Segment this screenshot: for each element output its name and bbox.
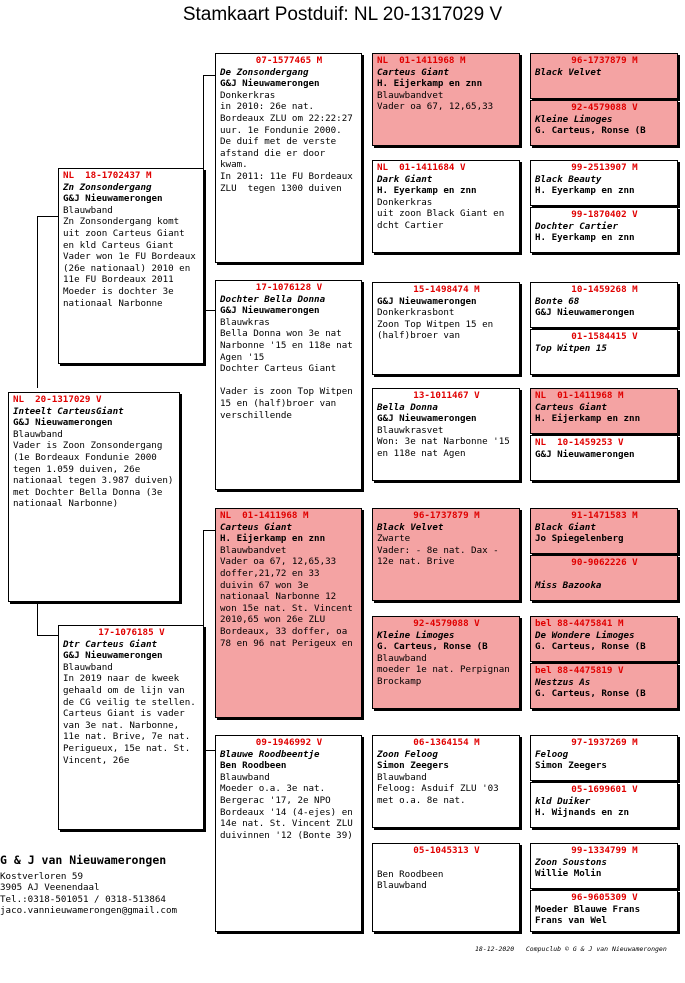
ring-number: 13-1011467 V	[413, 390, 480, 401]
notes: Blauwbandvet Vader oa 67, 12,65,33 doffer,21,72 en 33 duivin 67 won 3e nationaal Narbonne 12 won 15e nat. St. Vincent 2010,65 won 26e ZLU Bordeaux, 33 doffer, oa 78 en 96 nat Perigeux en	[220, 544, 353, 649]
notes: Blauwkras Bella Donna won 3e nat Narbonne '15 en 118e nat Agen '15 Dochter Carteus Giant Vader is zoon Top Witpen 15 en (half)broer van verschillende	[220, 316, 353, 421]
grandparent-box[interactable]	[215, 735, 362, 932]
ancestor-box[interactable]	[530, 508, 678, 554]
notes: Blauwband moeder 1e nat. Perpignan Brockamp	[377, 652, 510, 687]
ring-number: 96-9605309 V	[571, 892, 638, 903]
pigeon-name: Carteus Giant	[220, 521, 292, 533]
owner	[535, 569, 674, 581]
connector	[203, 75, 204, 175]
great-grandparent-box[interactable]	[372, 388, 520, 481]
pigeon-name: Blauwe Roodbeentje	[220, 748, 320, 760]
great-grandparent-box[interactable]	[372, 282, 520, 375]
owner: H. Eyerkamp en znn	[535, 232, 635, 244]
ancestor-box[interactable]	[530, 329, 678, 375]
ancestor-box[interactable]	[530, 616, 678, 662]
connector	[203, 530, 204, 630]
pigeon-name: Dochter Bella Donna	[220, 293, 326, 305]
ring-number: 92-4579088 V	[413, 618, 480, 629]
breeder-address	[0, 855, 177, 917]
ancestor-box[interactable]	[530, 890, 678, 932]
owner: G&J Nieuwamerongen	[63, 650, 163, 662]
pigeon-name: Feloog	[535, 748, 569, 760]
owner: Willie Molin	[535, 868, 602, 880]
notes: Blauwband Feloog: Asduif ZLU '03 met o.a. 8e nat.	[377, 771, 499, 806]
owner: Simon Zeegers	[535, 760, 607, 772]
grandparent-box[interactable]	[215, 53, 362, 263]
ancestor-box[interactable]	[530, 282, 678, 328]
ancestor-box[interactable]	[530, 388, 678, 434]
connector	[37, 216, 38, 388]
ring-number: 99-1334799 M	[571, 845, 638, 856]
ring-number: NL 01-1411684 V	[377, 162, 466, 173]
ring-number: NL 01-1411968 M	[535, 390, 624, 401]
ancestor-box[interactable]	[530, 53, 678, 99]
owner: G&J Nieuwamerongen	[220, 305, 320, 317]
notes: Blauwband Zn Zonsondergang komt uit zoon Carteus Giant en kld Carteus Giant Vader won 1e FU Bordeaux (26e nationaal) 2010 en 11e FU Bordeaux 2011 Moeder is dochter 3e nationaal Narbonne	[63, 204, 196, 309]
pigeon-name: Dochter Cartier	[535, 220, 618, 232]
connector	[203, 530, 215, 531]
ring-number: 91-1471583 M	[571, 510, 638, 521]
pigeon-name: Black Velvet	[377, 521, 444, 533]
ring-number: NL 10-1459253 V	[535, 437, 624, 448]
ring-number: 10-1459268 M	[571, 284, 638, 295]
owner: Ben Roodbeen	[377, 868, 444, 880]
ring-number: 01-1584415 V	[571, 331, 638, 342]
ancestor-box[interactable]	[530, 735, 678, 781]
subject-box[interactable]	[8, 392, 180, 602]
breeder-email: jaco.vannieuwamerongen@gmail.com	[0, 905, 178, 917]
owner: Simon Zeegers	[377, 760, 449, 772]
ancestor-box[interactable]	[530, 843, 678, 889]
great-grandparent-box[interactable]	[372, 735, 520, 828]
ring-number: 96-1737879 M	[571, 55, 638, 66]
ring-number: NL 01-1411968 M	[220, 510, 309, 521]
pigeon-name: De Zonsondergang	[220, 66, 309, 78]
ring-number: 15-1498474 M	[413, 284, 480, 295]
pigeon-name: Dtr Carteus Giant	[63, 638, 158, 650]
ancestor-box[interactable]	[530, 207, 678, 253]
pigeon-name: Black Beauty	[535, 173, 602, 185]
pigeon-name: Carteus Giant	[535, 401, 607, 413]
grandparent-box[interactable]	[215, 508, 362, 718]
ring-number: bel 88-4475841 M	[535, 618, 624, 629]
pigeon-name: Moeder Blauwe Frans	[535, 903, 641, 915]
pigeon-name: Top Witpen 15	[535, 342, 607, 354]
pigeon-name: Kleine Limoges	[377, 629, 455, 641]
ring-number: 96-1737879 M	[413, 510, 480, 521]
owner: G&J Nieuwamerongen	[220, 78, 320, 90]
ancestor-box[interactable]	[530, 663, 678, 709]
pigeon-name: Black Giant	[535, 521, 596, 533]
owner: H. Eijerkamp en znn	[220, 533, 326, 545]
pigeon-name: Zn Zonsondergang	[63, 181, 152, 193]
pigeon-name: Miss Bazooka	[535, 580, 602, 592]
pigeon-name: Black Velvet	[535, 66, 602, 78]
owner: H. Eyerkamp en znn	[377, 185, 477, 197]
ring-number: 07-1577465 M	[255, 55, 323, 66]
pigeon-name: Kleine Limoges	[535, 113, 613, 125]
ring-number: 05-1045313 V	[413, 845, 480, 856]
owner: Ben Roodbeen	[220, 760, 287, 772]
ring-number: 06-1364154 M	[413, 737, 480, 748]
page-title: Stamkaart Postduif: NL 20-1317029 V	[182, 4, 503, 25]
pigeon-name: Zoon Feloog	[377, 748, 438, 760]
great-grandparent-box[interactable]	[372, 53, 520, 146]
ring-number: 90-9062226 V	[571, 557, 638, 568]
ring-number: 99-2513907 M	[571, 162, 638, 173]
owner: G. Carteus, Ronse (B	[535, 125, 646, 137]
notes: Blauwbandvet Vader oa 67, 12,65,33	[377, 89, 494, 113]
sire-box[interactable]	[58, 168, 204, 364]
pigeon-name: Carteus Giant	[377, 66, 449, 78]
ring-number: 97-1937269 M	[571, 737, 638, 748]
owner: G&J Nieuwamerongen	[63, 193, 163, 205]
owner: G. Carteus, Ronse (B	[535, 688, 646, 700]
great-grandparent-box[interactable]	[372, 160, 520, 253]
owner: G. Carteus, Ronse (B	[535, 641, 646, 653]
connector	[203, 75, 215, 76]
great-grandparent-box[interactable]	[372, 616, 520, 709]
ring-number: 17-1076185 V	[98, 627, 165, 638]
connector	[203, 310, 215, 311]
great-grandparent-box[interactable]	[372, 508, 520, 601]
owner: H. Eijerkamp en znn	[535, 413, 641, 425]
pigeon-name: Bella Donna	[377, 401, 438, 413]
pigeon-name: Bonte 68	[535, 295, 580, 307]
ancestor-box[interactable]	[530, 782, 678, 828]
ring-number: 17-1076128 V	[255, 282, 323, 293]
owner: G. Carteus, Ronse (B	[377, 641, 488, 653]
ancestor-box[interactable]	[530, 555, 678, 601]
pigeon-name: Nestzus As	[535, 676, 591, 688]
pigeon-name: Inteelt CarteusGiant	[13, 405, 124, 417]
breeder-phone: Tel.:0318-501051 / 0318-513864	[0, 893, 166, 905]
connector	[37, 216, 58, 217]
ring-number: NL 20-1317029 V	[13, 394, 102, 405]
notes: Blauwkrasvet Won: 3e nat Narbonne '15 en 118e nat Agen	[377, 424, 510, 459]
notes: Blauwband Vader is Zoon Zonsondergang (1e Bordeaux Fondunie 2000 tegen 1.059 duiven, 26e nationaal tegen 3.987 duiven) met Dochter Bella Donna (3e nationaal Narbonne)	[13, 428, 174, 510]
grandparent-box[interactable]	[215, 280, 362, 490]
ancestor-box[interactable]	[530, 435, 678, 481]
breeder-city: 3905 AJ Veenendaal	[0, 882, 100, 894]
ring-number: 99-1870402 V	[571, 209, 638, 220]
owner: G&J Nieuwamerongen	[377, 295, 477, 307]
owner: G&J Nieuwamerongen	[377, 413, 477, 425]
notes: Blauwband In 2019 naar de kweek gehaald om de lijn van de CG veilig te stellen. Carteus Giant is vader van 3e nat. Narbonne, 11e nat. Brive, 7e nat. Perigueux, 15e nat. St. Vincent, 26e	[63, 661, 196, 766]
notes: Blauwband Moeder o.a. 3e nat. Bergerac '17, 2e NPO Bordeaux '14 (4-ejes) en 14e nat. St. Vincent ZLU duivinnen '12 (Bonte 39)	[220, 771, 353, 841]
ring-number: 09-1946992 V	[255, 737, 323, 748]
footer: 18-12-2020 Compuclub © G & J van Nieuwamerongen	[475, 945, 667, 953]
owner: Jo Spiegelenberg	[535, 533, 624, 545]
ring-number: 92-4579088 V	[571, 102, 638, 113]
ring-number: 05-1699601 V	[571, 784, 638, 795]
owner: G&J Nieuwamerongen	[535, 307, 635, 319]
notes: Donkerkras in 2010: 26e nat. Bordeaux ZLU om 22:22:27 uur. 1e Fondunie 2000. De duif met de verste afstand die er door kwam. In 2011: 11e FU Bordeaux ZLU tegen 1300 duiven	[220, 89, 353, 194]
pigeon-name: kld Duiker	[535, 795, 591, 807]
owner: G&J Nieuwamerongen	[535, 448, 635, 460]
dam-box[interactable]	[58, 625, 204, 830]
owner: Frans van Wel	[535, 915, 607, 927]
notes: Donkerkrasbont Zoon Top Witpen 15 en (half)broer van	[377, 307, 494, 342]
pigeon-name: Zoon Soustons	[535, 856, 607, 868]
ring-number: NL 01-1411968 M	[377, 55, 466, 66]
owner: H. Eijerkamp en znn	[377, 78, 483, 90]
notes: Donkerkras uit zoon Black Giant en dcht Cartier	[377, 196, 505, 231]
notes: Blauwband	[377, 880, 427, 892]
ancestor-box[interactable]	[530, 100, 678, 146]
owner: H. Eyerkamp en znn	[535, 185, 635, 197]
pigeon-name: Dark Giant	[377, 173, 433, 185]
connector	[203, 750, 215, 751]
breeder-name: G & J van Nieuwamerongen	[0, 853, 167, 867]
breeder-street: Kostverloren 59	[0, 870, 83, 882]
ancestor-box[interactable]	[530, 160, 678, 206]
ring-number: NL 18-1702437 M	[63, 170, 152, 181]
ring-number: bel 88-4475819 V	[535, 665, 624, 676]
pigeon-name: De Wondere Limoges	[535, 629, 635, 641]
notes: Zwarte Vader: - 8e nat. Dax - 12e nat. Brive	[377, 533, 499, 568]
connector	[37, 635, 58, 636]
great-grandparent-box[interactable]	[372, 843, 520, 932]
owner: H. Wijnands en zn	[535, 807, 630, 819]
spacer	[377, 857, 516, 869]
owner: G&J Nieuwamerongen	[13, 417, 113, 429]
